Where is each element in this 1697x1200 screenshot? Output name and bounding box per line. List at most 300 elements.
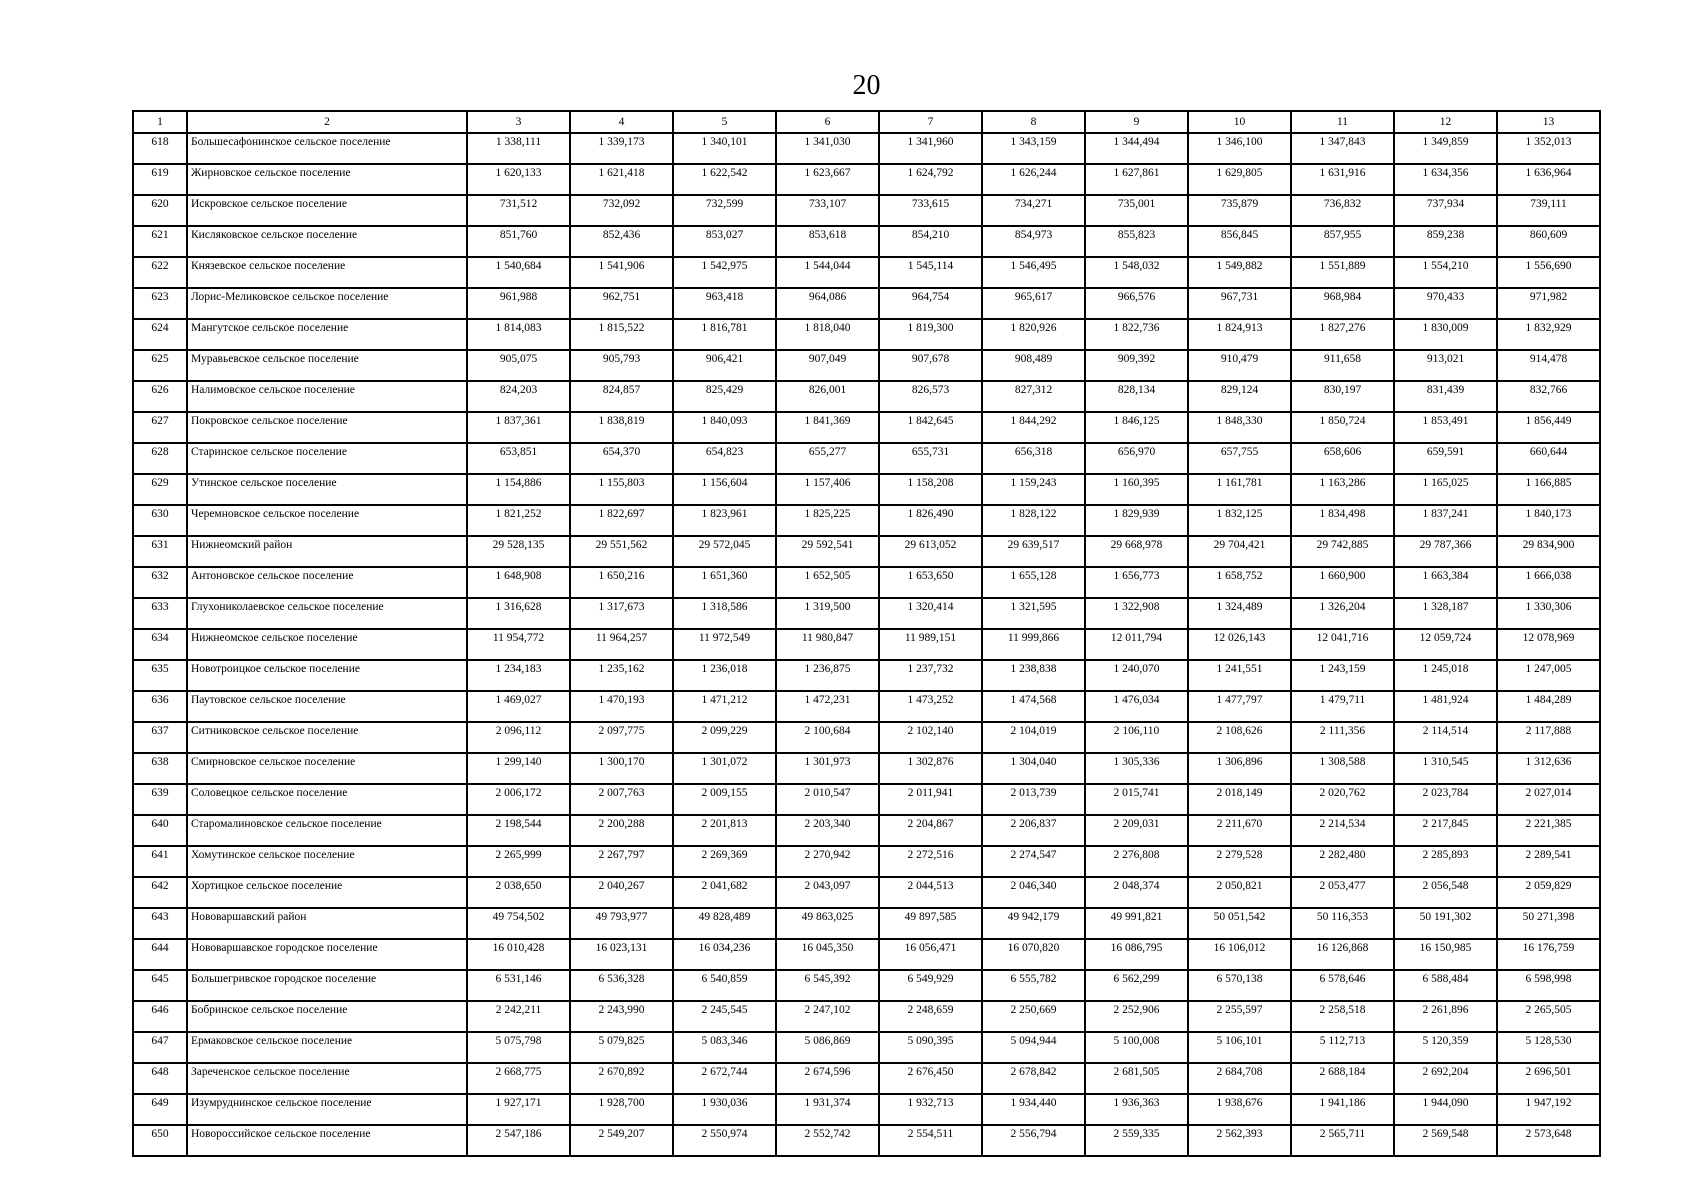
name-cell: Изумруднинское сельское поселение: [187, 1094, 467, 1125]
table-row: [133, 474, 1600, 505]
value-cell: 2 547,186: [467, 1125, 570, 1156]
value-cell: 29 639,517: [982, 536, 1085, 567]
value-cell: 1 629,805: [1188, 164, 1291, 195]
value-cell: 1 551,889: [1291, 257, 1394, 288]
value-cell: 2 203,340: [776, 815, 879, 846]
value-cell: 2 108,626: [1188, 722, 1291, 753]
value-cell: 1 352,013: [1497, 133, 1600, 164]
value-cell: 1 622,542: [673, 164, 776, 195]
value-cell: 5 106,101: [1188, 1032, 1291, 1063]
value-cell: 852,436: [570, 226, 673, 257]
value-cell: 1 663,384: [1394, 567, 1497, 598]
row-number-cell: 638: [133, 753, 187, 784]
value-cell: 1 828,122: [982, 505, 1085, 536]
value-cell: 5 128,530: [1497, 1032, 1600, 1063]
table-row: [133, 815, 1600, 846]
value-cell: 831,439: [1394, 381, 1497, 412]
value-cell: 828,134: [1085, 381, 1188, 412]
value-cell: 5 094,944: [982, 1032, 1085, 1063]
value-cell: 2 018,149: [1188, 784, 1291, 815]
value-cell: 1 636,964: [1497, 164, 1600, 195]
value-cell: 963,418: [673, 288, 776, 319]
value-cell: 1 312,636: [1497, 753, 1600, 784]
value-cell: 2 552,742: [776, 1125, 879, 1156]
name-cell: Хомутинское сельское поселение: [187, 846, 467, 877]
column-header: 10: [1188, 111, 1291, 133]
value-cell: 968,984: [1291, 288, 1394, 319]
name-cell: Старинское сельское поселение: [187, 443, 467, 474]
table-row: [133, 784, 1600, 815]
value-cell: 2 550,974: [673, 1125, 776, 1156]
value-cell: 1 542,975: [673, 257, 776, 288]
value-cell: 29 787,366: [1394, 536, 1497, 567]
value-cell: 1 821,252: [467, 505, 570, 536]
value-cell: 6 570,138: [1188, 970, 1291, 1001]
name-cell: Налимовское сельское поселение: [187, 381, 467, 412]
row-number-cell: 649: [133, 1094, 187, 1125]
value-cell: 16 010,428: [467, 939, 570, 970]
value-cell: 1 330,306: [1497, 598, 1600, 629]
value-cell: 1 822,736: [1085, 319, 1188, 350]
value-cell: 656,318: [982, 443, 1085, 474]
value-cell: 1 928,700: [570, 1094, 673, 1125]
value-cell: 907,049: [776, 350, 879, 381]
value-cell: 2 059,829: [1497, 877, 1600, 908]
value-cell: 657,755: [1188, 443, 1291, 474]
table-row: [133, 226, 1600, 257]
value-cell: 5 090,395: [879, 1032, 982, 1063]
value-cell: 2 198,544: [467, 815, 570, 846]
value-cell: 1 623,667: [776, 164, 879, 195]
value-cell: 2 010,547: [776, 784, 879, 815]
value-cell: 1 627,861: [1085, 164, 1188, 195]
value-cell: 854,210: [879, 226, 982, 257]
value-cell: 1 349,859: [1394, 133, 1497, 164]
value-cell: 1 944,090: [1394, 1094, 1497, 1125]
value-cell: 1 927,171: [467, 1094, 570, 1125]
value-cell: 1 322,908: [1085, 598, 1188, 629]
value-cell: 2 013,739: [982, 784, 1085, 815]
value-cell: 1 816,781: [673, 319, 776, 350]
value-cell: 29 551,562: [570, 536, 673, 567]
column-header: 6: [776, 111, 879, 133]
value-cell: 2 221,385: [1497, 815, 1600, 846]
value-cell: 1 656,773: [1085, 567, 1188, 598]
name-cell: Муравьевское сельское поселение: [187, 350, 467, 381]
value-cell: 2 201,813: [673, 815, 776, 846]
value-cell: 1 237,732: [879, 660, 982, 691]
value-cell: 856,845: [1188, 226, 1291, 257]
table-body: [133, 111, 1600, 1156]
value-cell: 29 742,885: [1291, 536, 1394, 567]
value-cell: 2 676,450: [879, 1063, 982, 1094]
row-number-cell: 618: [133, 133, 187, 164]
table-row: [133, 753, 1600, 784]
value-cell: 2 104,019: [982, 722, 1085, 753]
column-header: 1: [133, 111, 187, 133]
value-cell: 6 545,392: [776, 970, 879, 1001]
value-cell: 29 592,541: [776, 536, 879, 567]
value-cell: 1 650,216: [570, 567, 673, 598]
value-cell: 905,793: [570, 350, 673, 381]
value-cell: 5 075,798: [467, 1032, 570, 1063]
value-cell: 1 306,896: [1188, 753, 1291, 784]
value-cell: 2 688,184: [1291, 1063, 1394, 1094]
column-header: 8: [982, 111, 1085, 133]
value-cell: 854,973: [982, 226, 1085, 257]
name-cell: Черемновское сельское поселение: [187, 505, 467, 536]
value-cell: 829,124: [1188, 381, 1291, 412]
value-cell: 5 083,346: [673, 1032, 776, 1063]
value-cell: 1 666,038: [1497, 567, 1600, 598]
value-cell: 5 120,359: [1394, 1032, 1497, 1063]
value-cell: 2 562,393: [1188, 1125, 1291, 1156]
value-cell: 1 472,231: [776, 691, 879, 722]
name-cell: Новотроицкое сельское поселение: [187, 660, 467, 691]
value-cell: 2 265,999: [467, 846, 570, 877]
name-cell: Зареченское сельское поселение: [187, 1063, 467, 1094]
value-cell: 1 829,939: [1085, 505, 1188, 536]
value-cell: 1 238,838: [982, 660, 1085, 691]
value-cell: 1 840,093: [673, 412, 776, 443]
value-cell: 1 470,193: [570, 691, 673, 722]
table-row: [133, 1063, 1600, 1094]
value-cell: 1 844,292: [982, 412, 1085, 443]
value-cell: 1 476,034: [1085, 691, 1188, 722]
column-header: 5: [673, 111, 776, 133]
value-cell: 906,421: [673, 350, 776, 381]
value-cell: 2 206,837: [982, 815, 1085, 846]
value-cell: 1 621,418: [570, 164, 673, 195]
value-cell: 913,021: [1394, 350, 1497, 381]
value-cell: 2 559,335: [1085, 1125, 1188, 1156]
value-cell: 731,512: [467, 195, 570, 226]
value-cell: 49 793,977: [570, 908, 673, 939]
value-cell: 1 827,276: [1291, 319, 1394, 350]
header-row: [133, 111, 1600, 133]
value-cell: 655,277: [776, 443, 879, 474]
row-number-cell: 628: [133, 443, 187, 474]
value-cell: 6 549,929: [879, 970, 982, 1001]
row-number-cell: 624: [133, 319, 187, 350]
value-cell: 656,970: [1085, 443, 1188, 474]
value-cell: 2 258,518: [1291, 1001, 1394, 1032]
value-cell: 2 097,775: [570, 722, 673, 753]
value-cell: 1 236,875: [776, 660, 879, 691]
value-cell: 16 056,471: [879, 939, 982, 970]
value-cell: 1 655,128: [982, 567, 1085, 598]
row-number-cell: 648: [133, 1063, 187, 1094]
value-cell: 1 549,882: [1188, 257, 1291, 288]
value-cell: 11 999,866: [982, 629, 1085, 660]
value-cell: 11 954,772: [467, 629, 570, 660]
row-number-cell: 644: [133, 939, 187, 970]
column-header: 3: [467, 111, 570, 133]
table-row: [133, 877, 1600, 908]
value-cell: 1 846,125: [1085, 412, 1188, 443]
value-cell: 1 479,711: [1291, 691, 1394, 722]
row-number-cell: 639: [133, 784, 187, 815]
value-cell: 1 824,913: [1188, 319, 1291, 350]
value-cell: 2 117,888: [1497, 722, 1600, 753]
value-cell: 653,851: [467, 443, 570, 474]
table-row: [133, 970, 1600, 1001]
value-cell: 1 838,819: [570, 412, 673, 443]
value-cell: 971,982: [1497, 288, 1600, 319]
value-cell: 1 474,568: [982, 691, 1085, 722]
column-header: 12: [1394, 111, 1497, 133]
value-cell: 2 678,842: [982, 1063, 1085, 1094]
value-cell: 735,001: [1085, 195, 1188, 226]
value-cell: 29 613,052: [879, 536, 982, 567]
value-cell: 911,658: [1291, 350, 1394, 381]
name-cell: Бобринское сельское поселение: [187, 1001, 467, 1032]
value-cell: 2 569,548: [1394, 1125, 1497, 1156]
value-cell: 2 245,545: [673, 1001, 776, 1032]
name-cell: Соловецкое сельское поселение: [187, 784, 467, 815]
value-cell: 825,429: [673, 381, 776, 412]
name-cell: Князевское сельское поселение: [187, 257, 467, 288]
value-cell: 1 319,500: [776, 598, 879, 629]
value-cell: 2 099,229: [673, 722, 776, 753]
value-cell: 2 565,711: [1291, 1125, 1394, 1156]
table-row: [133, 1125, 1600, 1156]
table-row: [133, 319, 1600, 350]
value-cell: 29 704,421: [1188, 536, 1291, 567]
value-cell: 2 243,990: [570, 1001, 673, 1032]
value-cell: 2 015,741: [1085, 784, 1188, 815]
value-cell: 2 684,708: [1188, 1063, 1291, 1094]
value-cell: 2 289,541: [1497, 846, 1600, 877]
value-cell: 2 007,763: [570, 784, 673, 815]
value-cell: 1 651,360: [673, 567, 776, 598]
table-row: [133, 846, 1600, 877]
value-cell: 1 814,083: [467, 319, 570, 350]
value-cell: 1 648,908: [467, 567, 570, 598]
value-cell: 2 027,014: [1497, 784, 1600, 815]
value-cell: 1 554,210: [1394, 257, 1497, 288]
value-cell: 1 626,244: [982, 164, 1085, 195]
value-cell: 1 305,336: [1085, 753, 1188, 784]
value-cell: 1 346,100: [1188, 133, 1291, 164]
name-cell: Кисляковское сельское поселение: [187, 226, 467, 257]
value-cell: 860,609: [1497, 226, 1600, 257]
page-number: 20: [852, 70, 881, 101]
value-cell: 6 540,859: [673, 970, 776, 1001]
value-cell: 1 856,449: [1497, 412, 1600, 443]
name-cell: Утинское сельское поселение: [187, 474, 467, 505]
value-cell: 1 541,906: [570, 257, 673, 288]
value-cell: 2 111,356: [1291, 722, 1394, 753]
value-cell: 2 276,808: [1085, 846, 1188, 877]
value-cell: 2 681,505: [1085, 1063, 1188, 1094]
value-cell: 2 668,775: [467, 1063, 570, 1094]
value-cell: 29 572,045: [673, 536, 776, 567]
value-cell: 1 300,170: [570, 753, 673, 784]
value-cell: 1 825,225: [776, 505, 879, 536]
value-cell: 2 114,514: [1394, 722, 1497, 753]
value-cell: 2 204,867: [879, 815, 982, 846]
value-cell: 2 006,172: [467, 784, 570, 815]
value-cell: 1 324,489: [1188, 598, 1291, 629]
value-cell: 1 932,713: [879, 1094, 982, 1125]
value-cell: 2 248,659: [879, 1001, 982, 1032]
value-cell: 2 056,548: [1394, 877, 1497, 908]
value-cell: 1 620,133: [467, 164, 570, 195]
value-cell: 1 317,673: [570, 598, 673, 629]
table-row: [133, 133, 1600, 164]
value-cell: 1 160,395: [1085, 474, 1188, 505]
value-cell: 857,955: [1291, 226, 1394, 257]
value-cell: 826,001: [776, 381, 879, 412]
value-cell: 1 936,363: [1085, 1094, 1188, 1125]
value-cell: 826,573: [879, 381, 982, 412]
column-header: 11: [1291, 111, 1394, 133]
value-cell: 49 863,025: [776, 908, 879, 939]
table-row: [133, 691, 1600, 722]
value-cell: 1 477,797: [1188, 691, 1291, 722]
value-cell: 1 481,924: [1394, 691, 1497, 722]
value-cell: 2 270,942: [776, 846, 879, 877]
value-cell: 1 338,111: [467, 133, 570, 164]
value-cell: 1 548,032: [1085, 257, 1188, 288]
value-cell: 2 269,369: [673, 846, 776, 877]
row-number-cell: 643: [133, 908, 187, 939]
row-number-cell: 632: [133, 567, 187, 598]
value-cell: 1 236,018: [673, 660, 776, 691]
value-cell: 654,370: [570, 443, 673, 474]
value-cell: 967,731: [1188, 288, 1291, 319]
table-row: [133, 195, 1600, 226]
value-cell: 1 310,545: [1394, 753, 1497, 784]
value-cell: 1 540,684: [467, 257, 570, 288]
value-cell: 1 302,876: [879, 753, 982, 784]
value-cell: 50 191,302: [1394, 908, 1497, 939]
name-cell: Антоновское сельское поселение: [187, 567, 467, 598]
value-cell: 1 247,005: [1497, 660, 1600, 691]
value-cell: 1 826,490: [879, 505, 982, 536]
value-cell: 1 343,159: [982, 133, 1085, 164]
value-cell: 11 964,257: [570, 629, 673, 660]
value-cell: 1 947,192: [1497, 1094, 1600, 1125]
value-cell: 12 011,794: [1085, 629, 1188, 660]
row-number-cell: 621: [133, 226, 187, 257]
value-cell: 6 531,146: [467, 970, 570, 1001]
value-cell: 2 011,941: [879, 784, 982, 815]
value-cell: 964,086: [776, 288, 879, 319]
value-cell: 1 931,374: [776, 1094, 879, 1125]
row-number-cell: 625: [133, 350, 187, 381]
row-number-cell: 640: [133, 815, 187, 846]
value-cell: 2 046,340: [982, 877, 1085, 908]
value-cell: 49 942,179: [982, 908, 1085, 939]
value-cell: 2 265,505: [1497, 1001, 1600, 1032]
value-cell: 2 041,682: [673, 877, 776, 908]
value-cell: 1 653,650: [879, 567, 982, 598]
value-cell: 1 832,125: [1188, 505, 1291, 536]
row-number-cell: 630: [133, 505, 187, 536]
value-cell: 1 546,495: [982, 257, 1085, 288]
table-row: [133, 1001, 1600, 1032]
value-cell: 1 308,588: [1291, 753, 1394, 784]
value-cell: 49 897,585: [879, 908, 982, 939]
table-row: [133, 567, 1600, 598]
value-cell: 1 165,025: [1394, 474, 1497, 505]
value-cell: 1 159,243: [982, 474, 1085, 505]
value-cell: 1 545,114: [879, 257, 982, 288]
value-cell: 2 267,797: [570, 846, 673, 877]
value-cell: 49 828,489: [673, 908, 776, 939]
value-cell: 2 217,845: [1394, 815, 1497, 846]
value-cell: 2 672,744: [673, 1063, 776, 1094]
value-cell: 908,489: [982, 350, 1085, 381]
value-cell: 1 660,900: [1291, 567, 1394, 598]
row-number-cell: 631: [133, 536, 187, 567]
value-cell: 970,433: [1394, 288, 1497, 319]
value-cell: 2 242,211: [467, 1001, 570, 1032]
value-cell: 1 841,369: [776, 412, 879, 443]
name-cell: Старомалиновское сельское поселение: [187, 815, 467, 846]
value-cell: 2 250,669: [982, 1001, 1085, 1032]
row-number-cell: 627: [133, 412, 187, 443]
name-cell: Искровское сельское поселение: [187, 195, 467, 226]
row-number-cell: 620: [133, 195, 187, 226]
value-cell: 660,644: [1497, 443, 1600, 474]
value-cell: 1 832,929: [1497, 319, 1600, 350]
value-cell: 659,591: [1394, 443, 1497, 474]
value-cell: 1 301,072: [673, 753, 776, 784]
value-cell: 859,238: [1394, 226, 1497, 257]
value-cell: 6 588,484: [1394, 970, 1497, 1001]
value-cell: 732,599: [673, 195, 776, 226]
name-cell: Смирновское сельское поселение: [187, 753, 467, 784]
row-number-cell: 647: [133, 1032, 187, 1063]
table-row: [133, 660, 1600, 691]
value-cell: 50 271,398: [1497, 908, 1600, 939]
value-cell: 6 598,998: [1497, 970, 1600, 1001]
value-cell: 2 096,112: [467, 722, 570, 753]
value-cell: 29 834,900: [1497, 536, 1600, 567]
row-number-cell: 619: [133, 164, 187, 195]
value-cell: 964,754: [879, 288, 982, 319]
value-cell: 2 009,155: [673, 784, 776, 815]
value-cell: 16 086,795: [1085, 939, 1188, 970]
value-cell: 1 158,208: [879, 474, 982, 505]
value-cell: 1 341,030: [776, 133, 879, 164]
table-row: [133, 908, 1600, 939]
name-cell: Нововаршавский район: [187, 908, 467, 939]
row-number-cell: 650: [133, 1125, 187, 1156]
value-cell: 1 631,916: [1291, 164, 1394, 195]
name-cell: Паутовское сельское поселение: [187, 691, 467, 722]
value-cell: 2 674,596: [776, 1063, 879, 1094]
value-cell: 2 040,267: [570, 877, 673, 908]
value-cell: 1 318,586: [673, 598, 776, 629]
value-cell: 1 301,973: [776, 753, 879, 784]
table-row: [133, 381, 1600, 412]
name-cell: Новороссийское сельское поселение: [187, 1125, 467, 1156]
column-header: 13: [1497, 111, 1600, 133]
value-cell: 824,203: [467, 381, 570, 412]
value-cell: 1 822,697: [570, 505, 673, 536]
value-cell: 2 043,097: [776, 877, 879, 908]
value-cell: 1 473,252: [879, 691, 982, 722]
name-cell: Нижнеомское сельское поселение: [187, 629, 467, 660]
value-cell: 12 059,724: [1394, 629, 1497, 660]
value-cell: 910,479: [1188, 350, 1291, 381]
value-cell: 1 853,491: [1394, 412, 1497, 443]
row-number-cell: 623: [133, 288, 187, 319]
